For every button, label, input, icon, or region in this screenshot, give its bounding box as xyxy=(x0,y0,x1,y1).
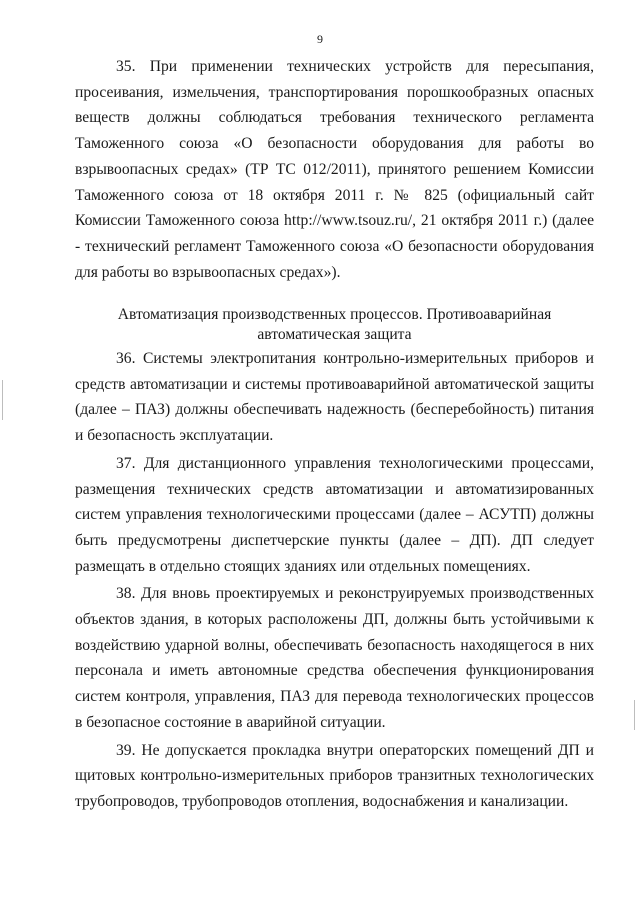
paragraph-37: 37. Для дистанционного управления технологическими процессами, размещения технических средств автоматизации и автоматизированных систем управления технологическими процессами (далее – АСУТП) должны быть предусмотрены диспетчерские пункты (далее – ДП). ДП следует размещать в отдельно стоящих зданиях или отдельных помещениях. xyxy=(75,454,594,575)
paragraph-block-top xyxy=(75,54,594,285)
section-heading-line-2: автоматическая защита xyxy=(257,326,412,343)
paragraph-38: 38. Для вновь проектируемых и реконструируемых производственных объектов здания, в которых расположены ДП, должны быть устойчивыми к воздействию ударной волны, обеспечивать безопасность находящегося в них персонала и иметь автономные средства обеспечения функционирования систем контроля, управления, ПАЗ для перевода технологических процессов в безопасное состояние в аварийной ситуации. xyxy=(75,585,594,731)
section-heading xyxy=(75,305,594,345)
section-heading-block xyxy=(75,305,594,345)
scan-edge-mark-right xyxy=(634,700,635,730)
page-number: 9 xyxy=(317,32,323,46)
paragraph-35: 35. При применении технических устройств для пересыпания, просеивания, измельчения, транспортирования порошкообразных опасных веществ должны соблюдаться требования технического регламента Таможенного союза «О безопасности оборудования для работы во взрывоопасных средах» (ТР ТС 012/2011), принятого решением Комиссии Таможенного союза от 18 октября 2011 г. № 825 (официальный сайт Комиссии Таможенного союза http://www.tsouz.ru/, 21 октября 2011 г.) (далее - технический регламент Таможенного союза «О безопасности оборудования для работы во взрывоопасных средах»). xyxy=(75,58,594,281)
paragraph-36: 36. Системы электропитания контрольно-измерительных приборов и средств автоматизации и системы противоаварийной автоматической защиты (далее – ПАЗ) должны обеспечивать надежность (бесперебойность) питания и безопасность эксплуатации. xyxy=(75,350,594,445)
paragraph-block-bottom xyxy=(75,346,594,815)
section-heading-line-1: Автоматизация производственных процессов. Противоаварийная xyxy=(117,306,552,323)
scan-edge-mark-left xyxy=(2,380,3,420)
paragraph-39: 39. Не допускается прокладка внутри операторских помещений ДП и щитовых контрольно-измерительных приборов транзитных технологических трубопроводов, трубопроводов отопления, водоснабжения и канализации. xyxy=(75,741,594,810)
